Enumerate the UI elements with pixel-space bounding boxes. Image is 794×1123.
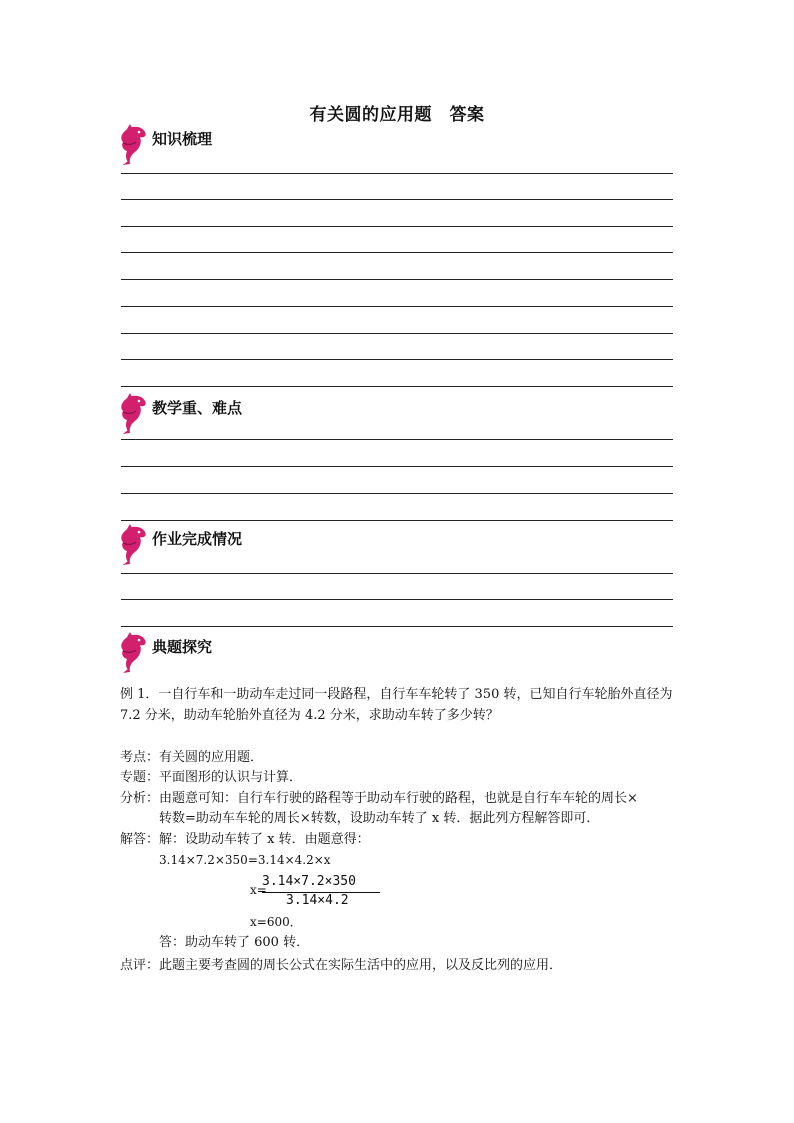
- section-label: 知识梳理: [152, 130, 213, 148]
- numerator: 3.14×7.2×350: [262, 874, 356, 889]
- answer-line: [121, 573, 673, 574]
- dolphin-icon: [118, 524, 148, 566]
- equation-line: 3.14×7.2×350=3.14×4.2×x: [159, 853, 331, 867]
- example-question: 例 1．一自行车和一助动车走过同一段路程，自行车车轮转了 350 转，已知自行车轮胎外直径为 7.2 分米，助动车轮胎外直径为 4.2 分米，求助动车转了多少转？: [120, 687, 673, 723]
- answer-line: [121, 599, 673, 600]
- x-prefix: x=: [250, 883, 267, 897]
- comment: 点评：此题主要考查圆的周长公式在实际生活中的应用，以及反比列的应用．: [120, 958, 563, 973]
- answer-line: [121, 252, 673, 253]
- dolphin-icon: [118, 393, 148, 435]
- page-title: 有关圆的应用题 答案: [309, 105, 485, 125]
- topic: 专题：平面图形的认识与计算．: [120, 770, 303, 785]
- answer-line: [121, 466, 673, 467]
- answer-line: [121, 173, 673, 174]
- answer-line: [121, 439, 673, 440]
- answer-line: [121, 199, 673, 200]
- answer-line: [121, 493, 673, 494]
- answer-line: [121, 626, 673, 627]
- answer-line: [121, 333, 673, 334]
- dolphin-icon: [118, 124, 148, 166]
- answer-line: [121, 386, 673, 387]
- dolphin-icon: [118, 632, 148, 674]
- answer-line-text: 答：助动车转了 600 转．: [159, 935, 310, 950]
- answer-line: [121, 279, 673, 280]
- solution-intro: 解答：解：设助动车转了 x 转．由题意得：: [120, 832, 370, 847]
- denominator: 3.14×4.2: [286, 893, 349, 908]
- section-label: 典题探究: [152, 638, 213, 656]
- answer-line: [121, 226, 673, 227]
- result-line: x=600．: [250, 915, 302, 929]
- analysis-line-2: 转数=助动车车轮的周长×转数，设助动车转了 x 转．据此列方程解答即可．: [159, 811, 600, 826]
- test-point: 考点：有关圆的应用题．: [120, 750, 264, 765]
- answer-line: [121, 306, 673, 307]
- answer-line: [121, 359, 673, 360]
- answer-line: [121, 520, 673, 521]
- section-label: 教学重、难点: [152, 399, 243, 417]
- section-label: 作业完成情况: [152, 530, 243, 548]
- analysis-line-1: 分析：由题意可知：自行车行驶的路程等于助动车行驶的路程，也就是自行车车轮的周长×: [120, 791, 638, 806]
